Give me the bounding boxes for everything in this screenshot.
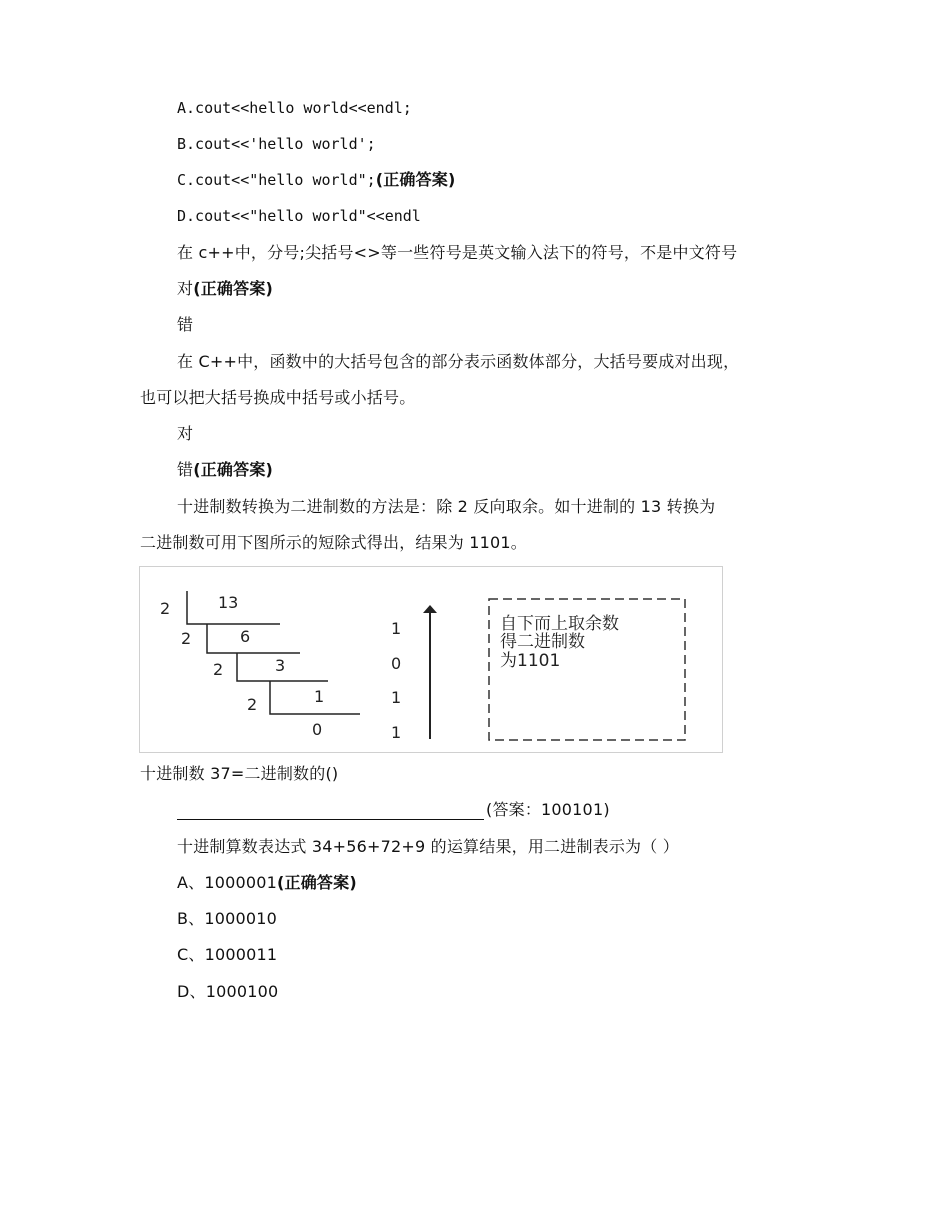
remainder-1: 0: [391, 654, 402, 673]
correct-answer-mark: (正确答案): [193, 460, 274, 479]
remainder-3: 1: [391, 723, 402, 742]
q5-option-d: D、1000100: [177, 982, 279, 1001]
explanation-line2: 二进制数可用下图所示的短除式得出，结果为 1101。: [140, 533, 528, 552]
divisor-3: 2: [213, 660, 224, 679]
quotient-2: 3: [275, 656, 286, 675]
short-division-diagram: [140, 567, 722, 752]
q5-option-a-row: [177, 873, 357, 893]
question-braces-line2: 也可以把大括号换成中括号或小括号。: [140, 388, 416, 407]
q2-option-true-row: [177, 279, 273, 299]
q2-option-false: 错: [177, 315, 194, 334]
bracket-2: [207, 624, 300, 653]
correct-answer-mark: (正确答案): [193, 279, 274, 298]
quotient-0: 13: [218, 593, 239, 612]
option-c-code: C.cout<<"hello world";: [177, 171, 376, 189]
question-37-binary: 十进制数 37=二进制数的(): [140, 764, 339, 783]
q2-option-true: 对: [177, 279, 194, 298]
question-braces-line1: 在 C++中，函数中的大括号包含的部分表示函数体部分，大括号要成对出现，: [177, 352, 740, 371]
question-semicolon: 在 c++中，分号;尖括号<>等一些符号是英文输入法下的符号，不是中文符号: [177, 243, 738, 262]
divisor-4: 2: [247, 695, 258, 714]
quotient-1: 6: [240, 627, 251, 646]
q3-option-true: 对: [177, 424, 194, 443]
explanation-line1: 十进制数转换为二进制数的方法是：除 2 反向取余。如十进制的 13 转换为: [177, 497, 716, 516]
remainder-0: 1: [391, 619, 402, 638]
option-a-code: A.cout<<hello world<<endl;: [177, 99, 412, 117]
note-line-2: 得二进制数: [500, 632, 585, 652]
question-sum-binary: 十进制算数表达式 34+56+72+9 的运算结果，用二进制表示为（ ）: [177, 837, 679, 856]
q3-option-false: 错: [177, 460, 194, 479]
quotient-4: 0: [312, 720, 323, 739]
divisor-1: 2: [160, 599, 171, 618]
q5-option-a: A、1000001: [177, 873, 278, 892]
correct-answer-mark: (正确答案): [277, 873, 357, 892]
answer-blank: [177, 803, 484, 820]
q5-option-c: C、1000011: [177, 945, 278, 964]
option-d-code: D.cout<<"hello world"<<endl: [177, 207, 421, 225]
answer-line: [177, 800, 610, 820]
divisor-2: 2: [181, 629, 192, 648]
q3-option-false-row: [177, 460, 273, 480]
remainder-2: 1: [391, 688, 402, 707]
upward-arrow: [423, 605, 437, 739]
quotient-3: 1: [314, 687, 325, 706]
correct-answer-mark: (正确答案): [375, 170, 456, 189]
short-division-figure: [139, 566, 723, 753]
option-b-code: B.cout<<'hello world';: [177, 135, 376, 153]
note-line-3: 为1101: [500, 651, 561, 671]
division-brackets: [187, 591, 360, 714]
option-c-row: [177, 170, 456, 190]
answer-value: (答案：100101): [486, 800, 610, 819]
note-line-1: 自下而上取余数: [500, 614, 619, 634]
q5-option-b: B、1000010: [177, 909, 278, 928]
